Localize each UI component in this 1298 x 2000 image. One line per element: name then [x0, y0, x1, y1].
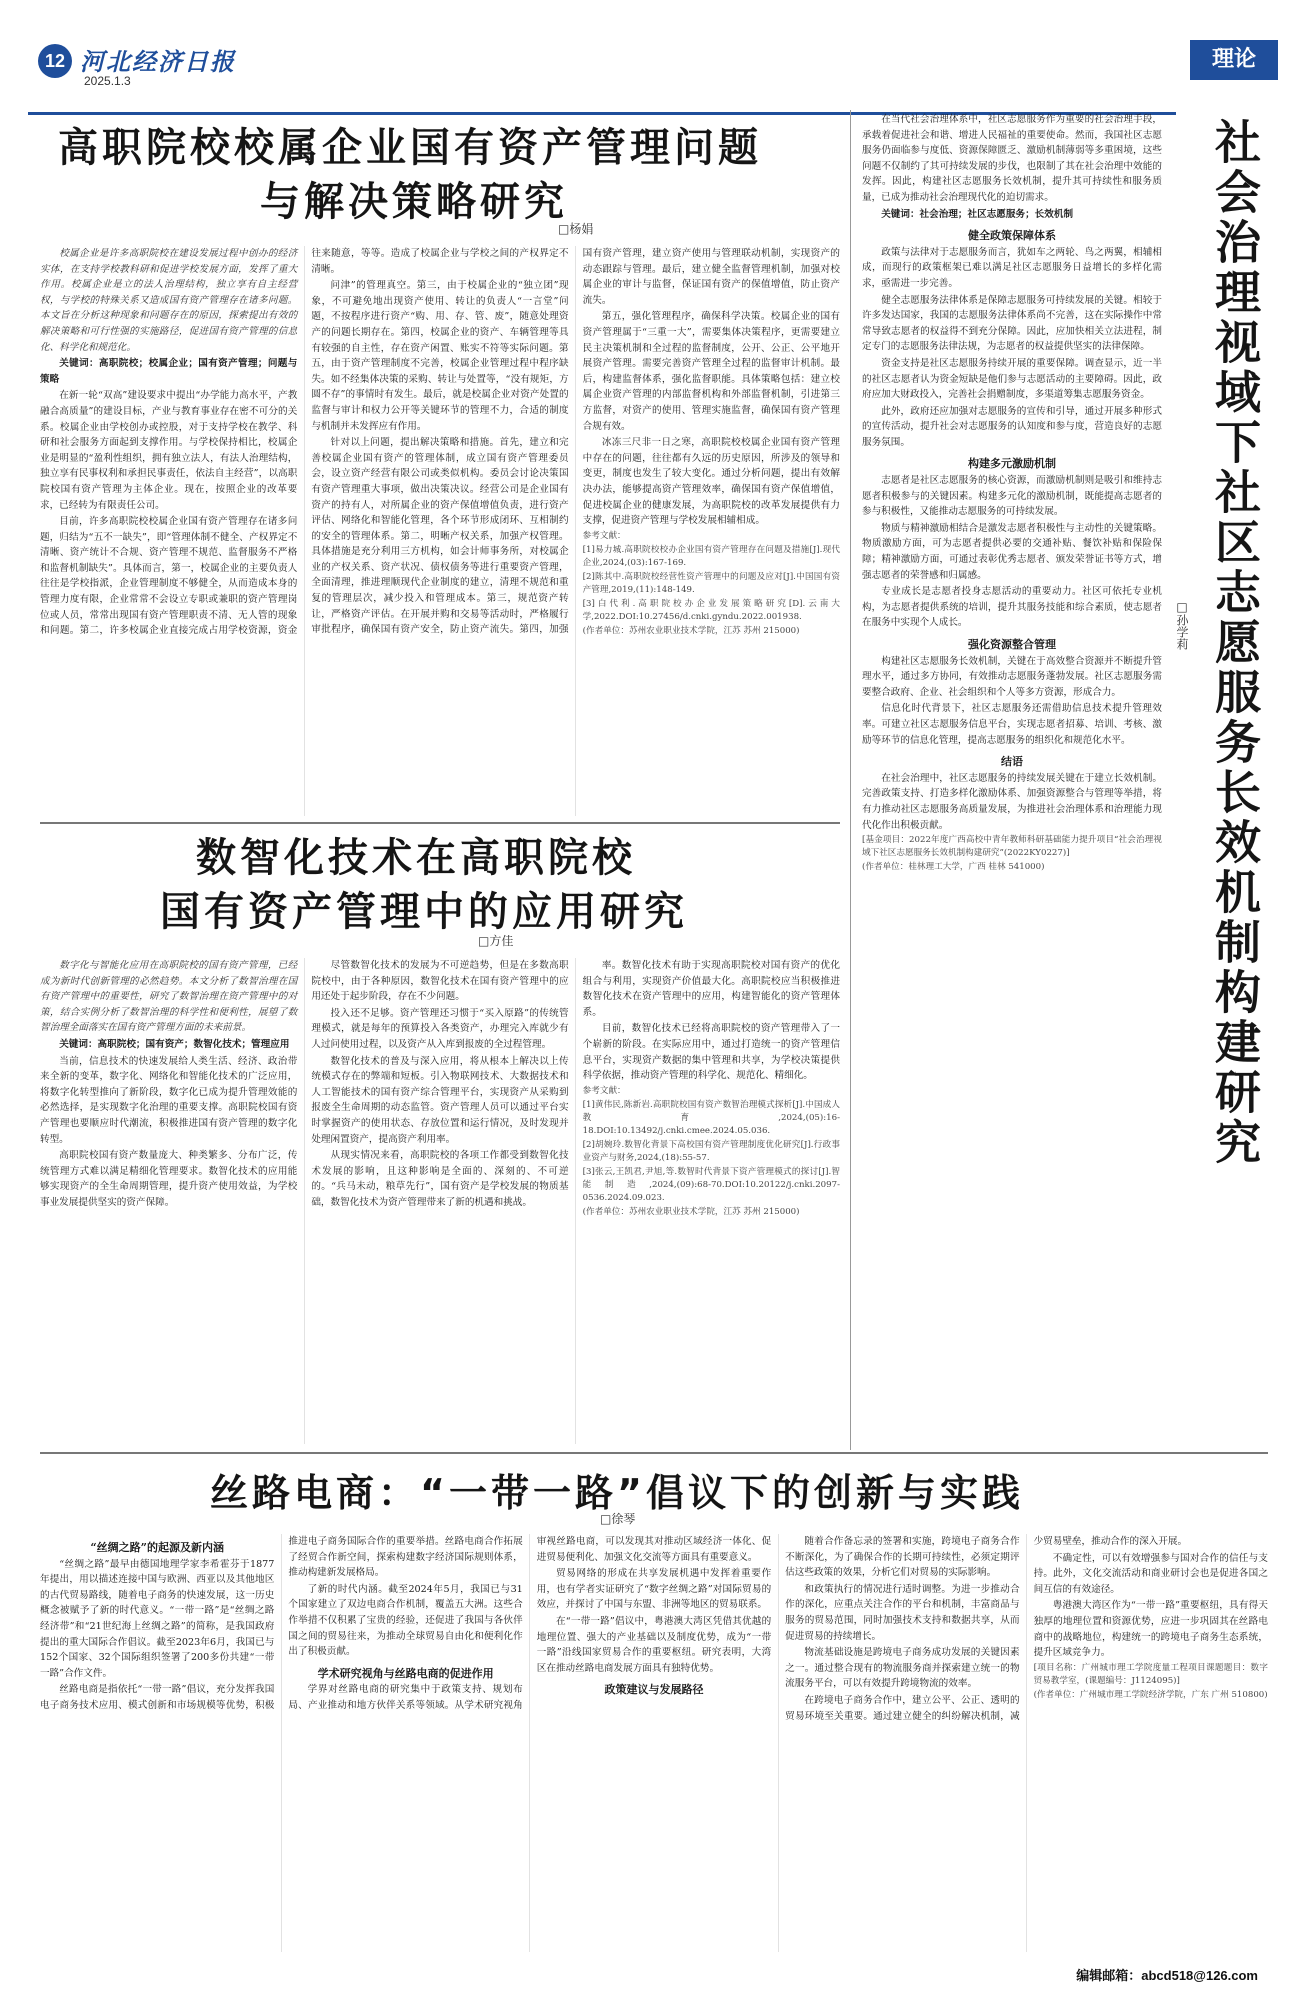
article4-subheading: 政策建议与发展路径: [604, 1683, 704, 1697]
article4-fund: [项目名称：广州城市理工学院度量工程项目课题题目：数字贸易教学室，(课题编号：J1124095)]: [1033, 1662, 1268, 1686]
article2-paragraph: 从现实情况来看，高职院校的各项工作都受到数智化技术发展的影响，且这种影响是全面的、深刻的、不可逆的。“兵马未动，粮草先行”，国有资产是学校发展的物质基础，数智化技术为资产管理带来了新的机遇和挑战。: [311, 1150, 569, 1208]
article4-paragraph: 物流基础设施是跨境电子商务成功发展的关键因素之一。通过整合现有的物流服务商并探索建立统一的物流服务平台，可以有效提升跨境物流的效率。: [785, 1647, 1020, 1690]
article3-subheading: 结语: [1001, 755, 1023, 769]
article4-paragraph: “丝绸之路”最早由德国地理学家李希霍芬于1877年提出，用以描述连接中国与欧洲、西亚以及其他地区的古代贸易路线，随着电子商务的快速发展，这一历史概念被赋予了新的时代意义。“一带一路”是“丝绸之路经济带”和“21世纪海上丝绸之路”的简称，是我国政府提出的重大国际合作倡议。截至2023年6月，我国已与152个国家、32个国际组织签署了200多份共建“一带一路”合作文件。: [40, 1558, 275, 1679]
article2-paragraph: 率。数智化技术有助于实现高职院校对国有资产的优化组合与利用，实现资产价值最大化。高职院校应当积极推进数智化技术在资产管理中的应用，构建智能化的资产管理体系。: [582, 960, 840, 1018]
article3-paragraph: 志愿者是社区志愿服务的核心资源，而激励机制则是吸引和维持志愿者积极参与的关键因素。构建多元化的激励机制，既能提高志愿者的参与积极性，又能推动志愿服务的可持续发展。: [862, 475, 1162, 518]
article4-paragraph: 和政策执行的情况进行适时调整。为进一步推动合作的深化，应重点关注合作的平台和机制，丰富商品与服务的贸易范围，同时加强技术支持和数据共享，从而促进贸易的持续增长。: [785, 1583, 1020, 1642]
article4-subheading: 学术研究视角与丝路电商的促进作用: [317, 1666, 494, 1680]
article1-paragraph: 问津”的管理真空。第三，由于校属企业的“独立团”现象，不可避免地出现资产使用、转让的负责人“一言堂”问题，不按程序进行资产“购、用、存、管、废”，随意处理资产的问题长期存在。第四，校属企业的资产、车辆管理等具有较强的自主性，存在资产闲置、账实不符等实际问题。第五，由于资产管理制度不完善，校属企业管理过程中程序缺失。如不经集体决策的采购、转让与处置等，“没有规矩，方圆不存”的事情时有发生。最后，就是校属企业对资产处置的监督与审计和权力公开等关键环节的管理不力，合适的制度与机制并未发挥应有作用。: [311, 280, 569, 432]
editor-email: 编辑邮箱：abcd518@126.com: [1076, 1968, 1258, 1983]
article2-paragraph: 数智化技术的普及与深入应用，将从根本上解决以上传统模式存在的弊端和短板。引入物联网技术、大数据技术和人工智能技术的国有资产综合管理平台，实现资产从采购到报废全生命周期的动态监管。资产管理人员可以通过平台实时掌握资产的使用状态、存放位置和运行情况，及时发现并处理闲置资产，提高资产利用率。: [311, 1055, 569, 1145]
article3-paragraph: 在当代社会治理体系中，社区志愿服务作为重要的社会治理手段，承载着促进社会和谐、增进人民福祉的重要使命。然而，我国社区志愿服务仍面临参与度低、资源保障匮乏、激励机制薄弱等多重困境，这些问题不仅制约了其可持续发展的步伐，也限制了其在社会治理中效能的发挥。因此，构建社区志愿服务长效机制，提升其可持续性和服务质量，已成为推动社会治理现代化的迫切需求。: [862, 114, 1162, 203]
article1-abstract: 校属企业是许多高职院校在建设发展过程中创办的经济实体，在支持学校教科研和促进学校发展方面，发挥了重大作用。校属企业是立的法人治理结构，独立享有自主经营权，与学校的特殊关系又造成国有资产管理存在诸多问题。本文旨在分析这种现象和问题存在的原因，探索提出有效的解决策略和可行性强的实施路径，促进国有资产管理的信息化、科学化和规范化。: [40, 248, 298, 353]
article2-reference: [3]张云,王凯君,尹旭,等.数智时代背景下资产管理模式的探讨[J].智能制造,2024,(09):68-70.DOI:10.20122/j.cnki.2097-0536.2024.09.023.: [582, 1166, 840, 1203]
article4-paragraph: 不确定性，可以有效增强参与国对合作的信任与支持。此外，文化交流活动和商业研讨会也是促进各国之间互信的有效途径。: [1033, 1552, 1268, 1595]
article2-paragraph: 目前，数智化技术已经将高职院校的资产管理带入了一个崭新的阶段。在实际应用中，通过打造统一的资产管理信息平台，实现资产数据的集中管理和共享，为学校决策提供科学依据，推动资产管理的科学化、规范化、精细化。: [582, 1023, 840, 1082]
article1-paragraph: 针对以上问题，提出解决策略和措施。首先，建立和完善校属企业国有资产的管理体制，成立国有资产管理委员会，设立资产经营有限公司或类似机构。委员会讨论决策国有资产管理重大事项，做出决策决议。经营公司是企业国有资产的持有人，对所属企业的资产保值增值负责，进行资产评估、网络化和智能化管理，各个环节形成闭环、互相制约的安全的管理体系。第二，明晰产权关系，加强产权管理。具体措施是充分利用三方机构，如会计师事务所，对校属企业的产权关系、资产状况、债权债务等进行重要资产管理，全面清理，推进理顺现代企业制度的建立，清理不规范和重复的管理层次，减少投入和管理成本。第三，规范资产转让，严格资产评估。在开展并购和交易等活动时，严格履行审批程序，确保国有资产安全，防止资产流失。第四，加强国有资产管理，建立资产使用与管理联动机制，实现资产的动态跟踪与管理。最后，建立健全监督管理机制，加强对校属企业的审计与监督，保证国有资产的保值增值，防止资产流失。: [311, 248, 840, 636]
article1-title-line2: 与解决策略研究: [260, 179, 568, 225]
article3-body: [862, 112, 1162, 1448]
paper-name: 河北经济日报: [80, 47, 236, 76]
article3-paragraph: 物质与精神激励相结合是激发志愿者积极性与主动性的关键策略。物质激励方面，可为志愿者提供必要的交通补贴、餐饮补贴和保险保障；精神激励方面，可通过表彰优秀志愿者、颁发荣誉证书等方式，增强志愿者的荣誉感和归属感。: [862, 522, 1162, 581]
article3-subheading: 构建多元激励机制: [968, 457, 1056, 471]
article2-paragraph: 当前，信息技术的快速发展给人类生活、经济、政治带来全新的变革，数字化、网络化和智能化技术的广泛应用，将数字化转型推向了新阶段，数字化已成为提升管理效能的必然选择，是实现数字化治理的重要支撑。高职院校国有资产管理也要顺应时代潮流，积极推进国有资产管理的数字化转型。: [40, 1055, 298, 1145]
article4-paragraph: 了新的时代内涵。截至2024年5月，我国已与31个国家建立了双边电商合作机制，覆盖五大洲。这些合作举措不仅积累了宝贵的经验，还促进了我国与各伙伴国之间的贸易往来，为推动全球贸易自由化和便利化作出了积极贡献。: [288, 1583, 523, 1658]
article3-keywords: 关键词：社会治理；社区志愿服务；长效机制: [881, 208, 1074, 220]
masthead: [28, 40, 1278, 96]
article2-references-title: 参考文献：: [582, 1085, 626, 1096]
article2-keywords: 关键词：高职院校；国有资产；数智化技术；管理应用: [59, 1038, 290, 1050]
article1-keywords: 关键词：高职院校；校属企业；国有资产管理；问题与策略: [40, 358, 298, 385]
article2-title-line2: 国有资产管理中的应用研究: [160, 889, 688, 935]
article3-paragraph: 此外，政府还应加强对志愿服务的宣传和引导，通过开展多种形式的宣传活动，提升社会对志愿服务的认知度和参与度，营造良好的志愿服务氛围。: [862, 405, 1162, 448]
issue-date: 2025.1.3: [84, 74, 131, 88]
article2-reference: [1]黄伟民,陈新岩.高职院校国有资产数智治理模式探析[J].中国成人教育,2024,(05):16-18.DOI:10.13492/j.cnki.cmee.2024.05.036.: [582, 1099, 840, 1136]
article2-paragraph: 高职院校国有资产数量庞大、种类繁多、分布广泛，传统管理方式难以满足精细化管理要求。数智化技术的应用能够实现资产的全生命周期管理，提升资产使用效益，为学校事业发展提供坚实的资产保障。: [40, 1150, 298, 1208]
article4-subheading: “丝绸之路”的起源及新内涵: [90, 1541, 225, 1554]
article4-paragraph: 在跨境电子商务合作中，建立公平、公正、透明的贸易环境至关重要。通过建立健全的纠纷解决机制，减少贸易壁垒，推动合作的深入开展。: [785, 1536, 1188, 1722]
article2-body: [40, 958, 840, 1444]
article4-paragraph: 随着合作备忘录的签署和实施，跨境电子商务合作不断深化，为了确保合作的长期可持续性，必须定期评估这些政策的效果，分析它们对贸易的实际影响。: [785, 1536, 1020, 1579]
article1-affiliation: (作者单位：苏州农业职业技术学院，江苏 苏州 215000): [582, 625, 800, 636]
article2-affiliation: (作者单位：苏州农业职业技术学院，江苏 苏州 215000): [582, 1206, 800, 1217]
column-divider: [850, 110, 851, 1450]
article2-abstract: 数字化与智能化应用在高职院校的国有资产管理，已经成为新时代创新管理的必然趋势。本文分析了数智治理在国有资产管理中的重要性，研究了数智治理在资产管理中的对策，结合实例分析了数智治理的科学性和便利性，展望了数智治理全面落实在国有资产管理方面的未来前景。: [40, 960, 298, 1034]
section-tag: 理论: [1190, 40, 1278, 80]
article3-paragraph: 政策与法律对于志愿服务而言，犹如车之两轮、鸟之两翼，相辅相成，而现行的政策框架已难以满足社区志愿服务日益增长的多样化需求，亟需进一步完善。: [862, 246, 1162, 289]
article3-paragraph: 信息化时代背景下，社区志愿服务还需借助信息技术提升管理效率。可建立社区志愿服务信息平台，实现志愿者招募、培训、考核、激励等环节的信息化管理，提高志愿服务的组织化和规范化水平。: [862, 703, 1162, 746]
article-divider: [40, 1452, 1268, 1454]
article-divider: [40, 822, 840, 824]
article4-paragraph: 在“一带一路”倡议中，粤港澳大湾区凭借其优越的地理位置、强大的产业基础以及制度优势，成为“一带一路”沿线国家贸易合作的重要枢纽。研究表明，大湾区在推动丝路电商发展方面具有独特优势。: [536, 1615, 772, 1674]
article3-affiliation: (作者单位：桂林理工大学，广西 桂林 541000): [862, 862, 1045, 873]
article1-paragraph: 目前，许多高职院校校属企业国有资产管理存在诸多问题，归结为“五不一缺失”，即“管理体制不健全、产权界定不清晰、资产统计不合规、资产管理不规范、监督服务不严格和监督机制缺失”。具体而言，第一，校属企业的主要负责人往往是学校指派，企业管理制度不够健全，从而造成本身的管理力度有限，企业常常不会设立专职或兼职的资产管理岗位或人员，常常出现国有资产管理职责不清、无人管的现象和问题。第二，许多校属企业直接完成占用学校资源，资金往来随意，等等。造成了校属企业与学校之间的产权界定不清晰。: [40, 248, 569, 637]
article4-paragraph: 贸易网络的形成在共享发展机遇中发挥着重要作用，也有学者实证研究了“数字丝绸之路”对国际贸易的效应，并探讨了中国与东盟、非洲等地区的贸易联系。: [536, 1568, 772, 1611]
article4-title: 丝路电商：“一带一路”倡议下的创新与实践: [210, 1471, 1024, 1515]
article4-paragraph: 粤港澳大湾区作为“一带一路”重要枢纽，具有得天独厚的地理位置和资源优势，应进一步巩固其在丝路电商中的战略地位，构建统一的跨境电子商务生态系统，提升区域竞争力。: [1033, 1600, 1268, 1659]
article3-paragraph: 构建社区志愿服务长效机制，关键在于高效整合资源并不断提升管理水平，通过多方协同，有效推动志愿服务蓬勃发展。社区志愿服务需要整合政府、企业、社会组织和个人等多方资源，形成合力。: [862, 655, 1162, 698]
article3-paragraph: 健全志愿服务法律体系是保障志愿服务可持续发展的关键。相较于许多发达国家，我国的志愿服务法律体系尚不完善，这在实际操作中常常导致志愿者的权益得不到充分保障。因此，应加快相关立法进程，制定专门的志愿服务法律法规，为志愿者的权益提供坚实的法律保障。: [862, 294, 1162, 353]
article1-reference: [2]陈其中.高职院校经营性资产管理中的问题及应对[J].中国国有资产管理,2019,(11):148-149.: [582, 571, 840, 595]
article4-paragraph: 丝路电商是指依托“一带一路”倡议，充分发挥我国电子商务技术应用、模式创新和市场规模等优势，积极推进电子商务国际合作的重要举措。丝路电商合作拓展了经贸合作新空间，探索构建数字经济国际规则体系，推动构建新发展格局。: [40, 1536, 523, 1711]
article1-paragraph: 冰冻三尺非一日之寒，高职院校校属企业国有资产管理中存在的问题，往往都有久远的历史原因，所涉及的领导和变更，制度也发生了较大变化。通过分析问题，提出有效解决办法，能够提高资产管理效率，确保国有资产保值增值，促进校属企业的健康发展，为高职院校的改革发展提供有力支撑，促进资产管理与学校发展相辅相成。: [582, 437, 840, 527]
article3-subheading: 健全政策保障体系: [968, 229, 1056, 243]
article2-paragraph: 投入还不足够。资产管理还习惯于“买入原路”的传统管理模式，就是每年的预算投入各类资产，办理完入库就少有人过问使用过程，以及资产从入库到报废的全过程管理。: [311, 1007, 569, 1050]
article1-paragraph: 在新一轮“双高”建设要求中提出“办学能力高水平，产教融合高质量”的建设目标，产业与教育事业存在密不可分的关系。校属企业由学校创办或控股，对于支持学校在教学、科研和社会服务方面起到支撑作用。与学校保持相比，校属企业是明显的“盈利性组织，拥有独立法人，有法人治理结构，独立享有民事权利和承担民事责任，依法自主经营”，以高职院校国有资产管理为主体企业。现在，按照企业的改革要求，已经转为有限责任公司。: [40, 390, 298, 511]
article3-paragraph: 在社会治理中，社区志愿服务的持续发展关键在于建立长效机制。完善政策支持、打造多样化激励体系、加强资源整合与管理等举措，将有力推动社区志愿服务高质量发展，为推进社会治理体系和治理能力现代化作出积极贡献。: [862, 772, 1162, 831]
article4-body: [40, 1534, 1268, 1952]
article2-paragraph: 尽管数智化技术的发展为不可逆趋势，但是在多数高职院校中，由于各种原因，数智化技术在国有资产管理中的应用还处于起步阶段，存在不少问题。: [311, 960, 569, 1003]
article4-paragraph: 学界对丝路电商的研究集中于政策支持、规划布局、产业推动和地方伙伴关系等领域。从学术研究视角审视丝路电商，可以发现其对推动区域经济一体化、促进贸易便利化、加强文化交流等方面具有重要意义。: [288, 1536, 772, 1711]
article2-title-line1: 数智化技术在高职院校: [196, 835, 636, 881]
article1-reference: [3]白代利.高职院校办企业发展策略研究[D].云南大学,2022.DOI:10.27456/d.cnki.gyndu.2022.001938.: [582, 598, 840, 622]
article4-byline: □徐琴: [600, 1512, 636, 1526]
article1-reference: [1]易力城.高职院校校办企业国有资产管理存在问题及措施[J].现代企业,2024,(03):167-169.: [582, 544, 840, 568]
article2-byline: □方佳: [478, 934, 514, 948]
article1-references-title: 参考文献：: [582, 530, 626, 541]
article2-reference: [2]胡婉玲.数智化背景下高校国有资产管理制度优化研究[J].行政事业资产与财务,2024,(18):55-57.: [582, 1139, 840, 1163]
article1-paragraph: 第五，强化管理程序，确保科学决策。校属企业的国有资产管理属于“三重一大”，需要集体决策程序，更需要建立民主决策机制和全过程的监督制度，公开、公正、公平地开展资产管理。需要完善资产管理全过程的监督审计机制。最后，构建监督体系，强化监督职能。具体策略包括：建立校属企业资产管理的内部监督机构和外部监督机制，引进第三方监督，对资产的使用、管理实施监督，确保国有资产管理合规有效。: [582, 311, 840, 432]
article3-paragraph: 资金支持是社区志愿服务持续开展的重要保障。调查显示，近一半的社区志愿者认为资金短缺是他们参与志愿活动的主要障碍。因此，政府应加大财政投入，完善社会捐赠制度，多渠道筹集志愿服务资金。: [862, 357, 1162, 401]
article4-affiliation: (作者单位：广州城市理工学院经济学院，广东 广州 510800): [1033, 1689, 1268, 1700]
article3-paragraph: 专业成长是志愿者投身志愿活动的重要动力。社区可依托专业机构，为志愿者提供系统的培训，提升其服务技能和综合素质，使志愿者在服务中实现个人成长。: [862, 586, 1162, 629]
article1-body: [40, 246, 840, 816]
article3-title: 社会治理视域下社区志愿服务长效机制构建研究: [1208, 118, 1262, 1168]
article1-title-line1: 高职院校校属企业国有资产管理问题: [58, 125, 762, 171]
page-number: 12: [38, 44, 72, 78]
article3-byline: □孙学莉: [1175, 600, 1189, 650]
article3-subheading: 强化资源整合管理: [968, 638, 1056, 651]
article1-byline: □杨娟: [558, 222, 594, 236]
article3-fund: [基金项目：2022年度广西高校中青年教师科研基础能力提升项目“社会治理视域下社区志愿服务长效机制构建研究”(2022KY0227)]: [862, 835, 1162, 859]
